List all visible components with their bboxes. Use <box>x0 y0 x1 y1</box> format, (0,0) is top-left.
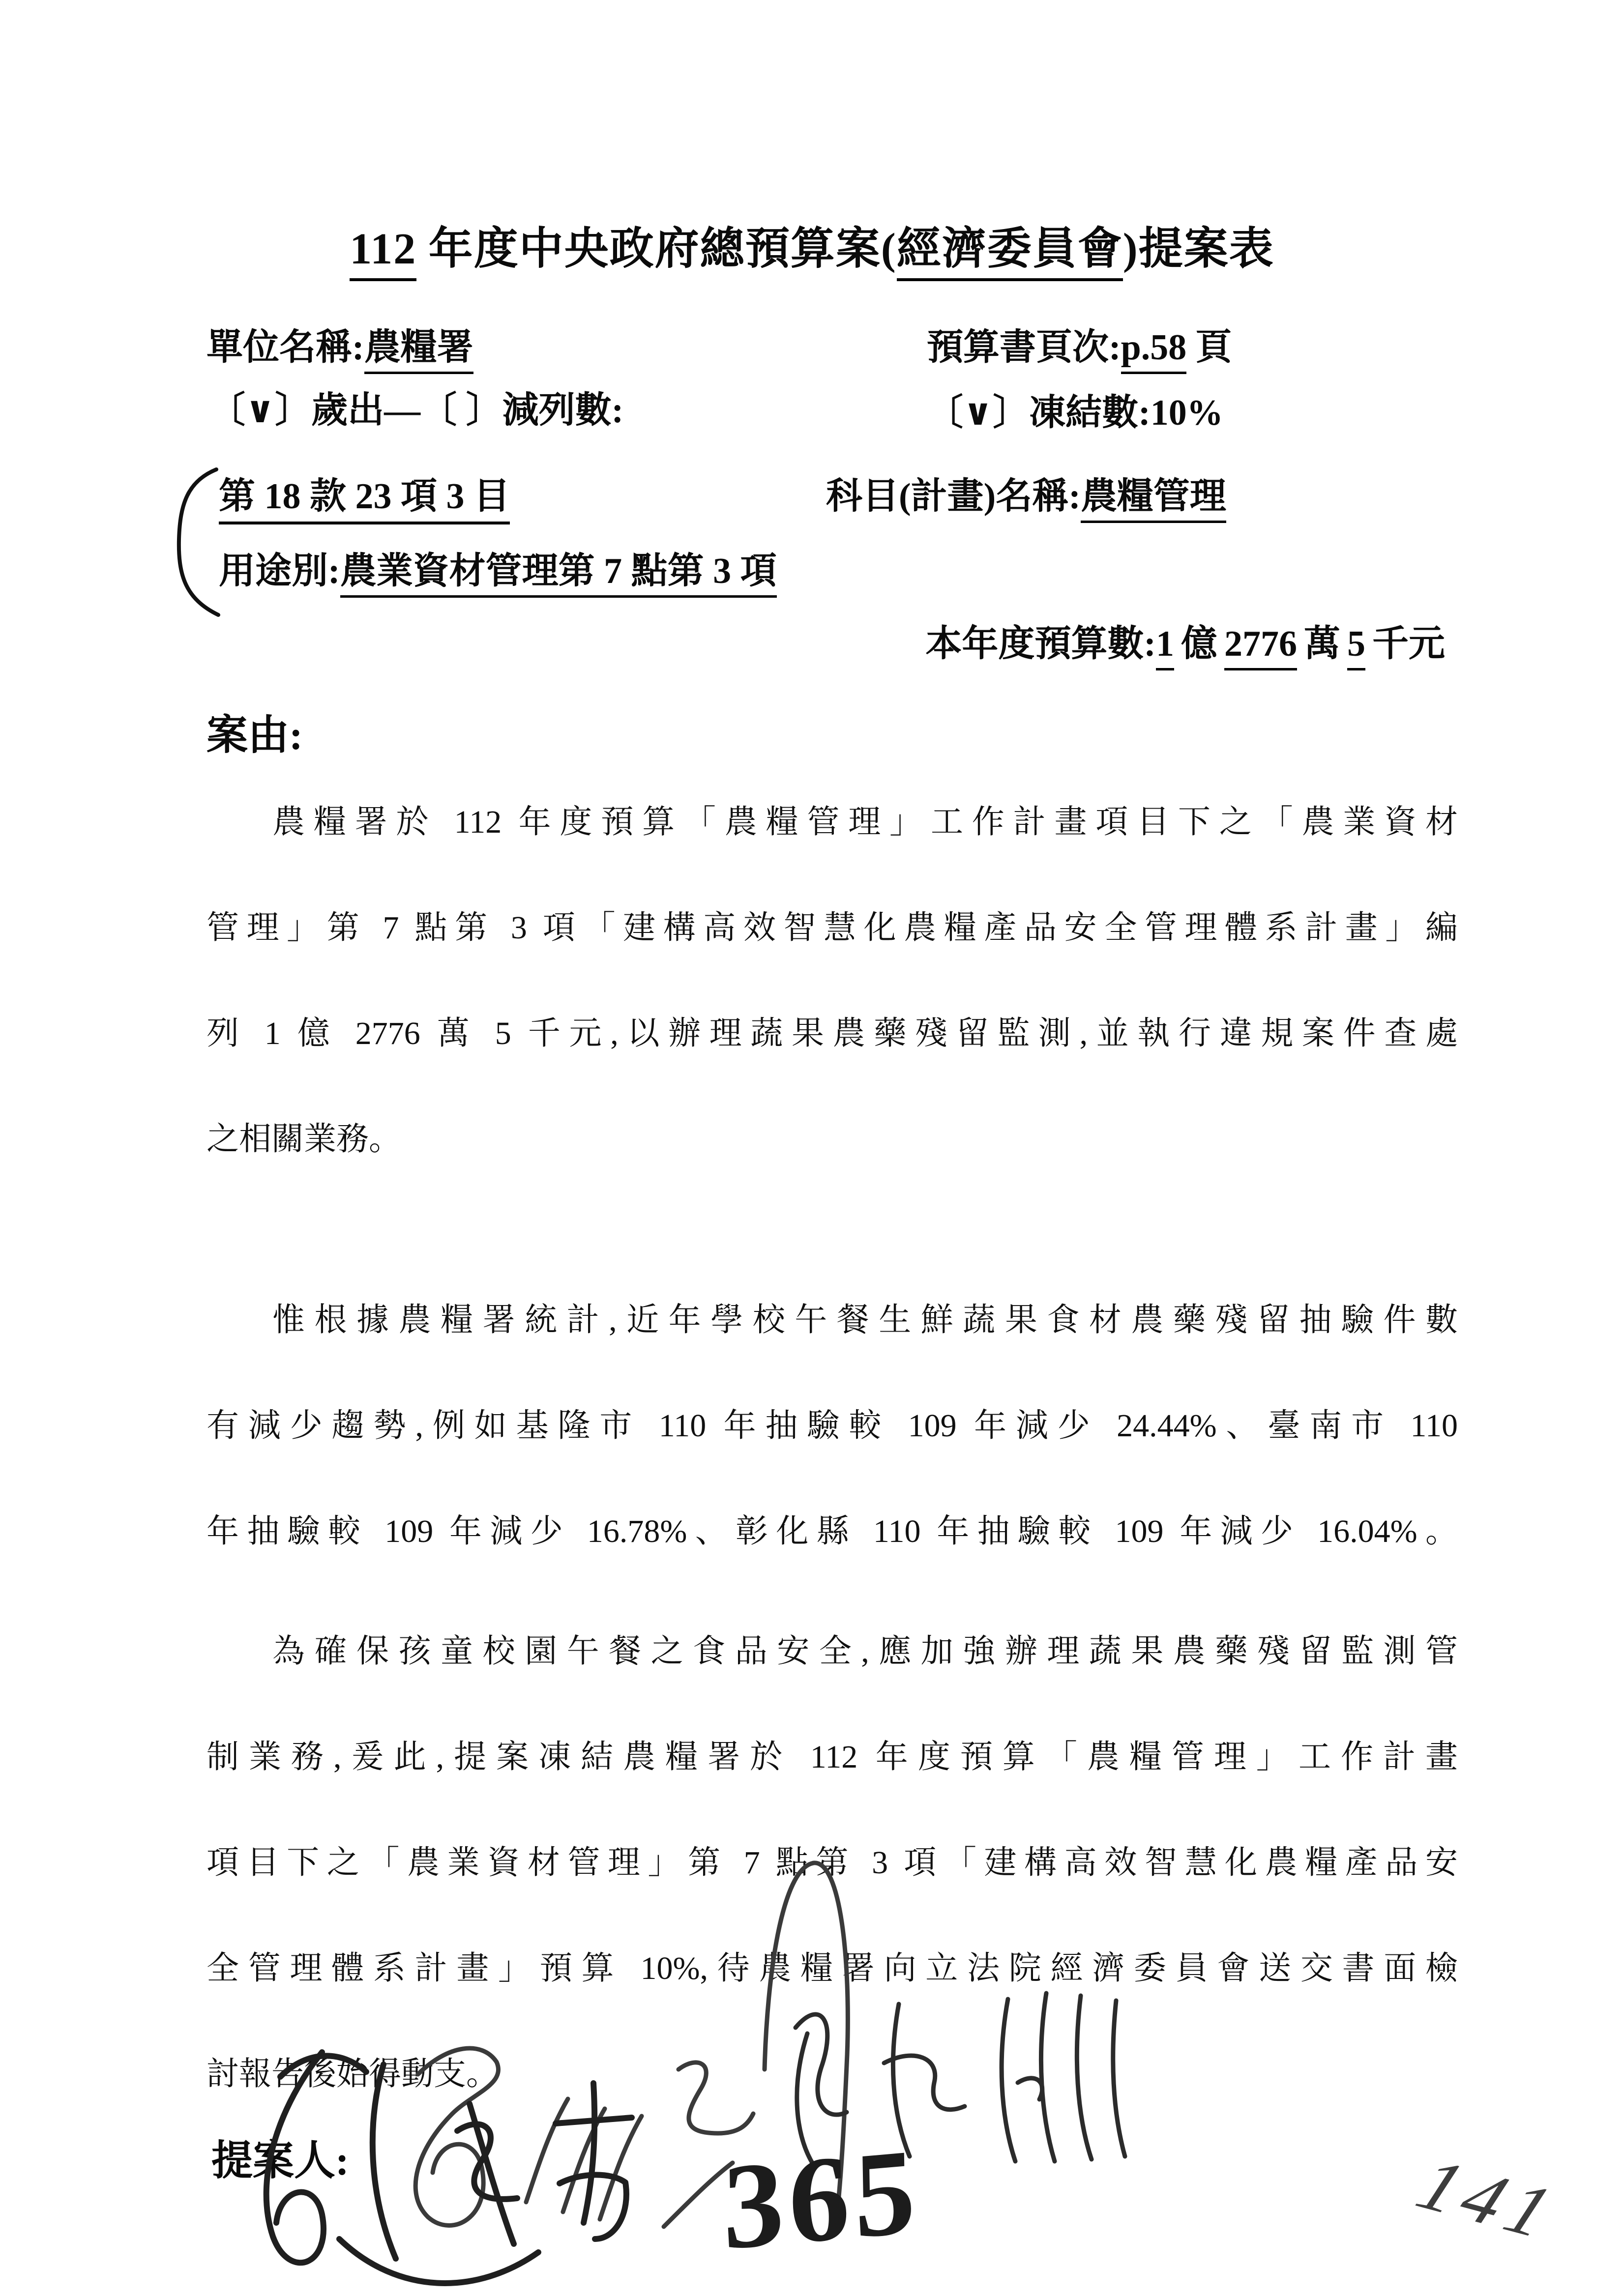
paragraph-line: 有減少趨勢,例如基隆市 110 年抽驗較 109 年減少 24.44%、臺南市 110 <box>207 1408 1458 1444</box>
item-number: 第 18 款 23 項 3 目 <box>219 476 510 524</box>
paragraph-line: 惟根據農糧署統計,近年學校午餐生鮮蔬果食材農藥殘留抽驗件數 <box>272 1302 1458 1338</box>
budget-page-suffix: 頁 <box>1195 327 1232 368</box>
budget-amount-2: 2776 <box>1224 624 1297 670</box>
paragraph-line: 列 1 億 2776 萬 5 千元,以辦理蔬果農藥殘留監測,並執行違規案件查處 <box>207 1016 1458 1051</box>
usage-label: 用途別: <box>219 551 340 591</box>
annual-budget-label: 本年度預算數: <box>925 624 1156 664</box>
signature-2 <box>221 2030 777 2296</box>
unit-name-label: 單位名稱: <box>207 327 364 368</box>
freeze-checkbox: 〔∨〕 <box>927 393 1030 433</box>
subject-label: 科目(計畫)名稱: <box>826 476 1081 517</box>
expenditure-check-row <box>209 390 623 432</box>
case-paragraph-2 <box>207 1267 1458 1584</box>
subject-row <box>826 476 1226 518</box>
budget-amount-1: 1 <box>1156 624 1174 670</box>
usage-row <box>219 551 777 592</box>
item-number-row <box>219 476 510 518</box>
reduction-empty-checkbox: 〔 〕 <box>420 390 502 431</box>
title-year: 112 <box>350 225 416 281</box>
expenditure-checkbox: 〔∨〕 <box>209 390 312 431</box>
title-part2: )提案表 <box>1122 225 1274 273</box>
unit-name-row <box>207 327 473 369</box>
freeze-label: 凍結數: <box>1029 393 1151 433</box>
paragraph-line: 年抽驗較 109 年減少 16.78%、彰化縣 110 年抽驗較 109 年減少 16.04%。 <box>207 1513 1458 1549</box>
budget-unit-2: 萬 <box>1304 624 1340 664</box>
case-paragraph-1 <box>207 769 1458 1192</box>
paragraph-line: 全管理體系計畫」預算 10%,待農糧署向立法院經濟委員會送交書面檢 <box>207 1950 1458 1986</box>
paragraph-line: 制業務,爰此,提案凍結農糧署於 112 年度預算「農糧管理」工作計畫 <box>207 1739 1458 1775</box>
proposer-label: 提案人: <box>211 2138 349 2184</box>
document-title <box>0 212 1624 276</box>
budget-page-value: p.58 <box>1121 327 1187 374</box>
budget-unit-3: 千元 <box>1372 624 1445 664</box>
paragraph-line: 管理」第 7 點第 3 項「建構高效智慧化農糧產品安全管理體系計畫」編 <box>207 910 1458 946</box>
paragraph-line: 為確保孩童校園午餐之食品安全,應加強辦理蔬果農藥殘留監測管 <box>272 1633 1458 1669</box>
budget-page-label: 預算書頁次: <box>927 327 1121 368</box>
title-committee: 經濟委員會 <box>897 225 1123 281</box>
title-part1: 年度中央政府總預算案( <box>416 225 897 273</box>
paragraph-line: 之相關業務。 <box>207 1121 401 1157</box>
budget-page-row <box>927 327 1232 369</box>
section-bracket <box>167 465 226 622</box>
paragraph-line: 項目下之「農業資材管理」第 7 點第 3 項「建構高效智慧化農糧產品安 <box>207 1845 1458 1881</box>
expenditure-label: 歲出— <box>311 390 421 431</box>
annual-budget-row <box>925 623 1452 665</box>
subject-value: 農糧管理 <box>1081 476 1226 523</box>
paragraph-line: 農糧署於 112 年度預算「農糧管理」工作計畫項目下之「農業資材 <box>272 804 1458 840</box>
budget-amount-3: 5 <box>1347 624 1365 670</box>
handwritten-number-center: 365 <box>722 2122 921 2275</box>
usage-value: 農業資材管理第 7 點第 3 項 <box>340 551 777 598</box>
budget-unit-1: 億 <box>1181 624 1217 664</box>
unit-name-value: 農糧署 <box>364 327 473 374</box>
paragraph-line: 討報告後始得動支。 <box>207 2056 499 2092</box>
reduction-label: 減列數: <box>502 390 624 431</box>
handwritten-page-number: 141 <box>1399 2145 1578 2253</box>
freeze-value: 10% <box>1150 393 1223 433</box>
case-heading: 案由: <box>207 713 303 758</box>
freeze-check-row <box>927 392 1223 434</box>
